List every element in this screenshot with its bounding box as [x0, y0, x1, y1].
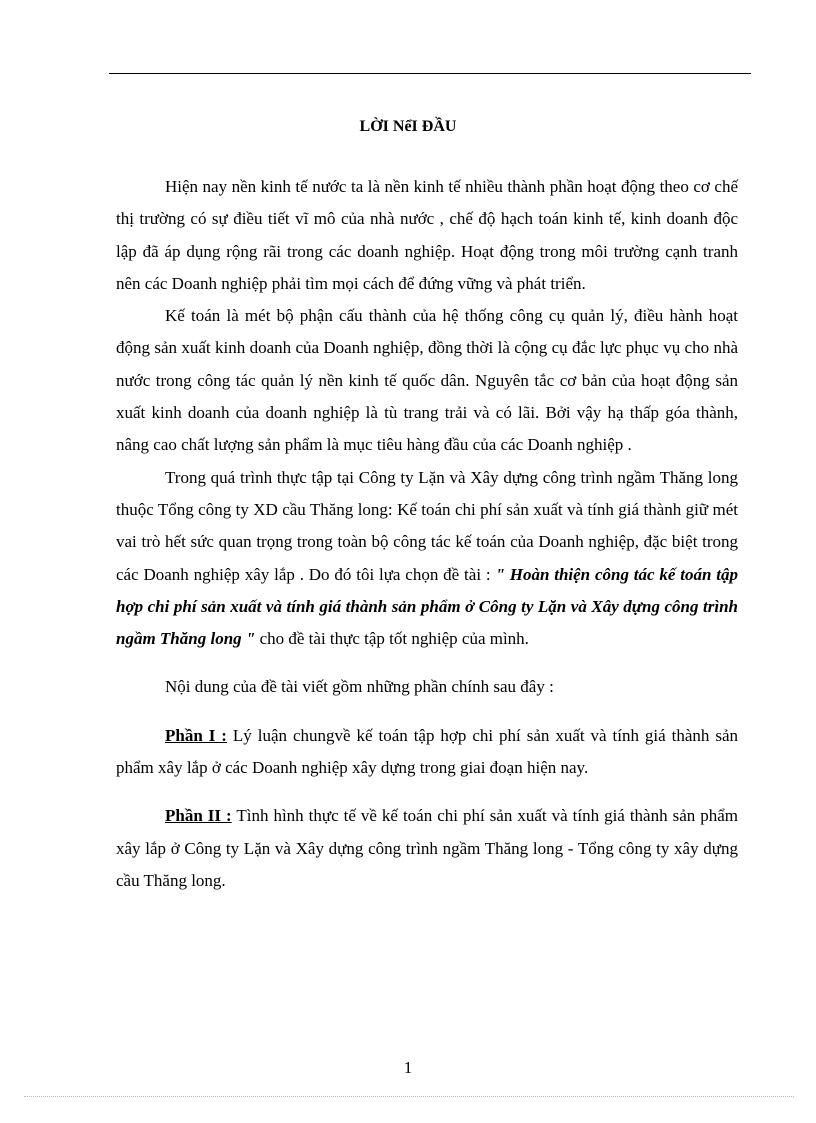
footer-rule [24, 1096, 794, 1097]
internship-text-end: cho đề tài thực tập tốt nghiệp của mình. [255, 629, 529, 649]
part-2-text: Tình hình thực tế về kế toán chi phí sản xuất và tính giá thành sản phẩm xây lắp ở Công ty Lặn và Xây dựng công trình ngầm Thăng long - Tổng công ty xây dựng cầu Thăng long. [116, 806, 739, 890]
paragraph-part-2 [116, 800, 738, 897]
thesis-topic: " Hoàn thiện công tác kế toán tập hợp chi phí sản xuất và tính giá thành sản phẩm ở Công ty Lặn và Xây dựng công trình ngầm Thăng long " [116, 564, 739, 649]
part-2-label: Phần II : [165, 806, 232, 826]
paragraph-accounting: Kế toán là mét bộ phận cấu thành của hệ thống công cụ quản lý, điều hành hoạt động sản xuất kinh doanh của Doanh nghiệp, đồng thời là cộng cụ đắc lực phục vụ cho nhà nước trong công tác quản lý nền kinh tế quốc dân. Nguyên tắc cơ bản của hoạt động sản xuất kinh doanh của doanh nghiệp là tù trang trải và có lãi. Bởi vậy hạ thấp góa thành, nâng cao chất lượng sản phẩm là mục tiêu hàng đầu của các Doanh nghiệp . [116, 306, 738, 455]
page-title: LỜI NểI ĐẦU [359, 118, 457, 135]
paragraph-internship [116, 462, 738, 656]
document-body [116, 171, 738, 897]
paragraph-part-1 [116, 720, 738, 785]
paragraph-intro: Hiện nay nền kinh tế nước ta là nền kinh tế nhiều thành phần hoạt động theo cơ chế thị trường có sự điều tiết vĩ mô của nhà nước , chế độ hạch toán kinh tế, kinh doanh độc lập đã áp dụng rộng rãi trong các doanh nghiệp. Hoạt động trong môi trường cạnh tranh nên các Doanh nghiệp phải tìm mọi cách để đứng vững và phát triển. [116, 177, 738, 293]
header-rule [109, 73, 751, 74]
page-number: 1 [403, 1058, 413, 1077]
part-1-text: Lý luận chungvề kế toán tập hợp chi phí sản xuất và tính giá thành sản phẩm xây lắp ở các Doanh nghiệp xây dựng trong giai đoạn hiện nay. [116, 725, 738, 778]
part-1-label: Phần I : [165, 725, 227, 745]
paragraph-contents: Nội dung của đề tài viết gồm những phần chính sau đây : [165, 677, 554, 697]
internship-text: Trong quá trình thực tập tại Công ty Lặn và Xây dựng công trình ngầm Thăng long thuộc Tổng công ty XD cầu Thăng long: Kế toán chi phí sản xuất và tính giá thành giữ mét vai trò hết sức quan trọng trong toàn bộ công tác kế toán của Doanh nghiệp, đặc biệt trong các Doanh nghiệp xây lắp . Do đó tôi lựa chọn đề tài : [116, 467, 738, 584]
